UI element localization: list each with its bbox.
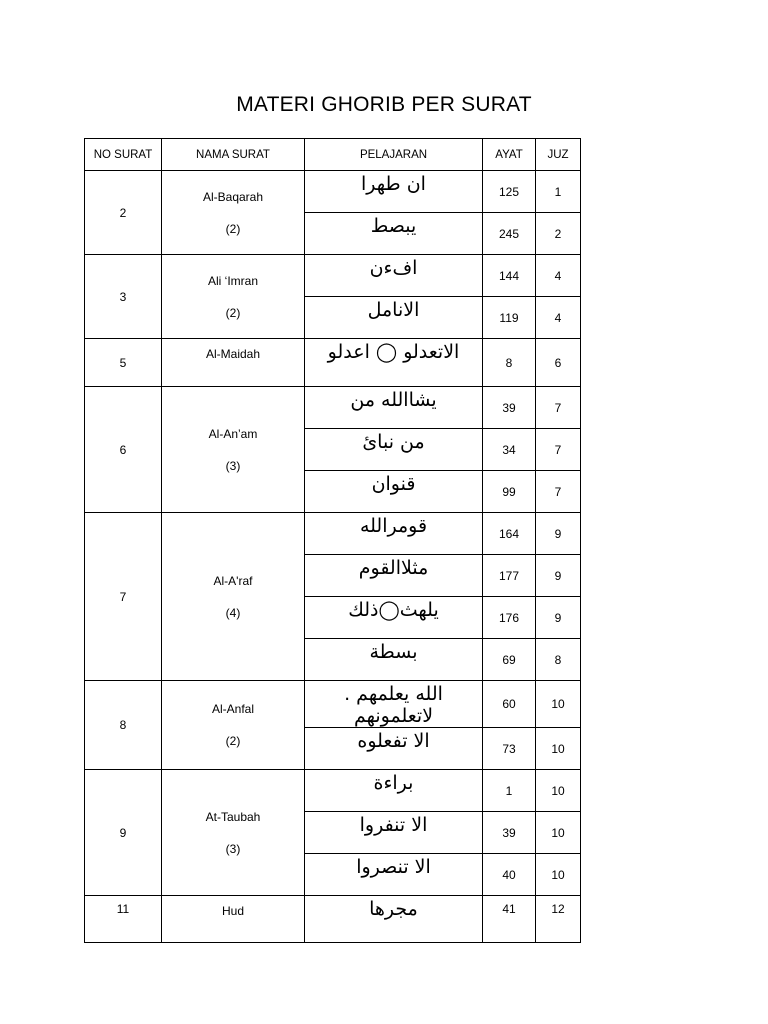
header-pelajaran: PELAJARAN: [305, 139, 483, 171]
surat-no: 3: [85, 255, 162, 339]
surat-count: (4): [225, 605, 241, 620]
table-row: [85, 255, 581, 297]
surat-count: (3): [225, 458, 241, 473]
ayat-value: 99: [483, 471, 536, 513]
surat-name-cell: [162, 171, 305, 255]
header-no-surat: NO SURAT: [85, 139, 162, 171]
surat-count: (2): [225, 221, 241, 236]
surat-name: Al-A'raf: [213, 573, 253, 588]
surat-no: 5: [85, 339, 162, 387]
ayat-value: 69: [483, 639, 536, 681]
surat-no: 9: [85, 770, 162, 896]
table-row: [85, 770, 581, 812]
ayat-value: 40: [483, 854, 536, 896]
juz-value: 9: [536, 513, 581, 555]
pelajaran-text: يشاالله من: [305, 387, 483, 429]
pelajaran-text: يبصط: [305, 213, 483, 255]
table-row: [85, 171, 581, 213]
pelajaran-text: بسطة: [305, 639, 483, 681]
surat-name-cell: [162, 770, 305, 896]
pelajaran-text: الا تنفروا: [305, 812, 483, 854]
ayat-value: 8: [483, 339, 536, 387]
juz-value: 10: [536, 854, 581, 896]
ghorib-table: [84, 138, 581, 943]
table-row: [85, 387, 581, 429]
juz-value: 4: [536, 297, 581, 339]
ayat-value: 176: [483, 597, 536, 639]
juz-value: 8: [536, 639, 581, 681]
ayat-value: 39: [483, 387, 536, 429]
ayat-value: 177: [483, 555, 536, 597]
ayat-value: 60: [483, 681, 536, 728]
table-row: [85, 513, 581, 555]
ayat-value: 73: [483, 728, 536, 770]
pelajaran-text: الا تنصروا: [305, 854, 483, 896]
pelajaran-text: قنوان: [305, 471, 483, 513]
surat-name-cell: [162, 255, 305, 339]
juz-value: 10: [536, 728, 581, 770]
juz-value: 7: [536, 471, 581, 513]
ayat-value: 245: [483, 213, 536, 255]
juz-value: 10: [536, 681, 581, 728]
ayat-value: 39: [483, 812, 536, 854]
surat-name: Hud: [162, 896, 305, 943]
pelajaran-text: ان طهرا: [305, 171, 483, 213]
surat-name: Ali ‘Imran: [207, 273, 258, 288]
juz-value: 6: [536, 339, 581, 387]
surat-no: 8: [85, 681, 162, 770]
juz-value: 7: [536, 387, 581, 429]
surat-count: (2): [225, 305, 241, 320]
surat-name: Al-Baqarah: [202, 189, 264, 204]
pelajaran-text: الله يعلمهم . لاتعلمونهم: [305, 681, 483, 728]
surat-name: Al-Maidah: [162, 339, 305, 387]
surat-no: 7: [85, 513, 162, 681]
page-title: MATERI GHORIB PER SURAT: [236, 93, 532, 116]
table-row: [85, 896, 581, 943]
header-ayat: AYAT: [483, 139, 536, 171]
ayat-value: 1: [483, 770, 536, 812]
ayat-value: 125: [483, 171, 536, 213]
surat-name: At-Taubah: [205, 809, 261, 824]
juz-value: 10: [536, 770, 581, 812]
surat-name-cell: [162, 681, 305, 770]
header-juz: JUZ: [536, 139, 581, 171]
juz-value: 2: [536, 213, 581, 255]
table-row: [85, 681, 581, 728]
surat-no: 6: [85, 387, 162, 513]
pelajaran-text: قومرالله: [305, 513, 483, 555]
pelajaran-text: الانامل: [305, 297, 483, 339]
surat-name-cell: [162, 387, 305, 513]
pelajaran-text: يلهث◯ذلك: [305, 597, 483, 639]
header-nama-surat: NAMA SURAT: [162, 139, 305, 171]
ayat-value: 164: [483, 513, 536, 555]
surat-name: Al-An’am: [208, 426, 258, 441]
juz-value: 12: [536, 896, 581, 943]
juz-value: 10: [536, 812, 581, 854]
pelajaran-text: من نباىٔ: [305, 429, 483, 471]
juz-value: 9: [536, 597, 581, 639]
surat-count: (2): [225, 734, 241, 748]
surat-count: (3): [225, 841, 241, 856]
pelajaran-text: الا تفعلوه: [305, 728, 483, 770]
surat-no: 11: [85, 896, 162, 943]
juz-value: 7: [536, 429, 581, 471]
surat-name: Al-Anfal: [211, 702, 255, 716]
table-row: [85, 339, 581, 387]
pelajaran-text: مثلاالقوم: [305, 555, 483, 597]
ayat-value: 119: [483, 297, 536, 339]
juz-value: 1: [536, 171, 581, 213]
header-row: [85, 139, 581, 171]
juz-value: 9: [536, 555, 581, 597]
ayat-value: 41: [483, 896, 536, 943]
pelajaran-text: افءن: [305, 255, 483, 297]
surat-name-cell: [162, 513, 305, 681]
pelajaran-text: براءة: [305, 770, 483, 812]
surat-no: 2: [85, 171, 162, 255]
pelajaran-text: الاتعدلو ◯ اعدلو: [305, 339, 483, 387]
ayat-value: 144: [483, 255, 536, 297]
ayat-value: 34: [483, 429, 536, 471]
pelajaran-text: مجرها: [305, 896, 483, 943]
juz-value: 4: [536, 255, 581, 297]
